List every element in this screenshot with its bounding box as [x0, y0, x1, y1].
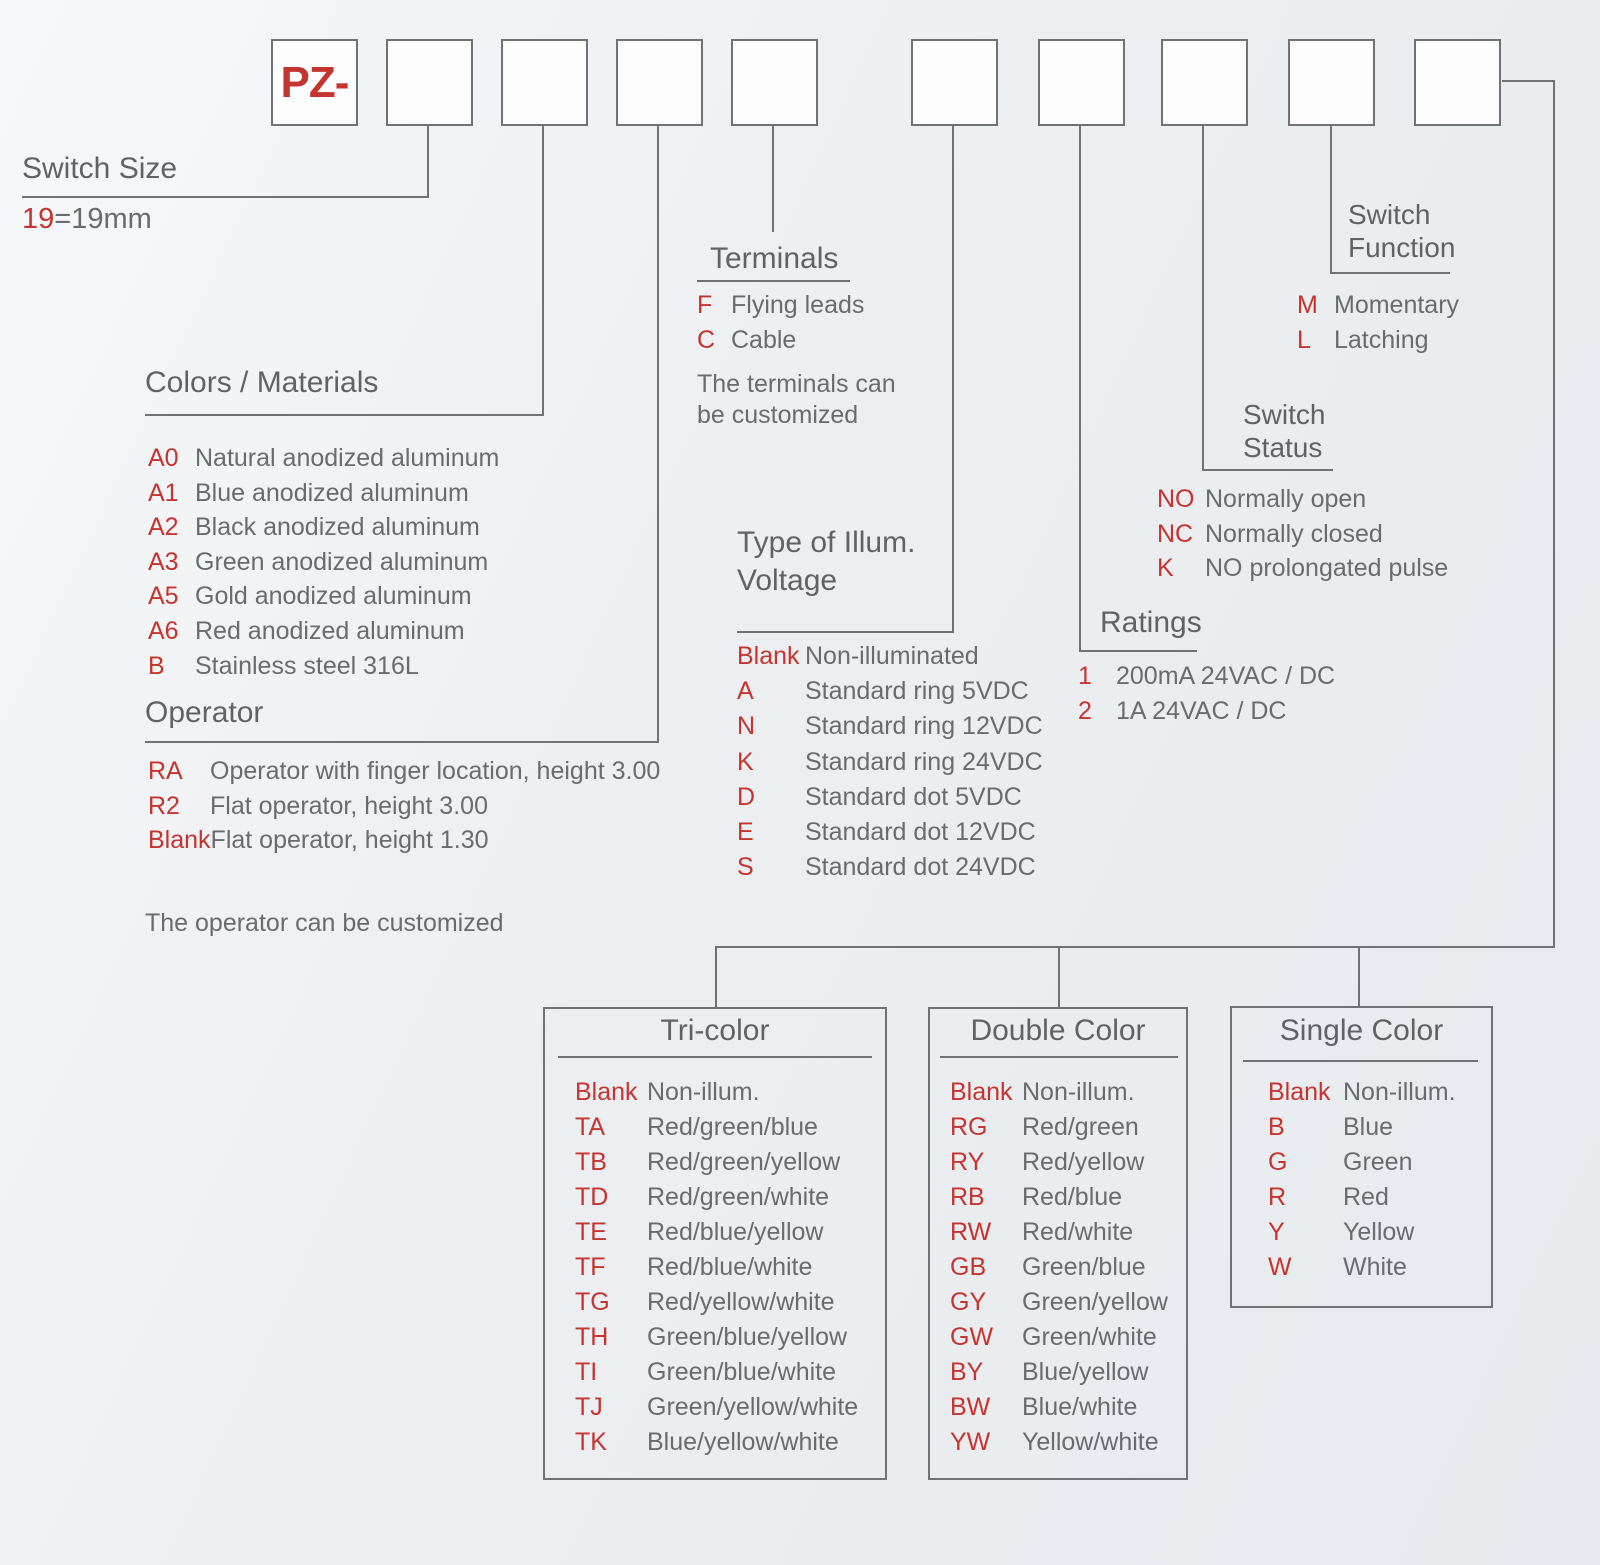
list-item: [575, 1180, 858, 1215]
list-item: [148, 510, 499, 545]
list-item: [737, 674, 1043, 709]
list-item: [575, 1320, 858, 1355]
tri-color-underline: [558, 1056, 872, 1058]
connector-illumination-h: [737, 631, 954, 633]
item-desc: Non-illum.: [1343, 1078, 1456, 1106]
item-code: TF: [575, 1253, 606, 1281]
terminals-note: [697, 369, 896, 431]
list-item: [697, 323, 864, 358]
item-code: B: [148, 651, 165, 680]
connector-terminals-stub: [772, 126, 774, 232]
list-item: [575, 1110, 858, 1145]
item-code: A: [737, 677, 754, 706]
connector-status-h: [1202, 469, 1333, 471]
list-item: [1157, 517, 1448, 552]
list-item: [575, 1075, 858, 1110]
item-desc: White: [1343, 1253, 1407, 1281]
list-item: [575, 1285, 858, 1320]
item-code: S: [737, 853, 754, 882]
item-code: K: [1157, 554, 1174, 583]
list-item: [950, 1180, 1168, 1215]
list-item: [148, 441, 499, 476]
item-desc: Red/blue: [1022, 1183, 1123, 1211]
list-item: [950, 1250, 1168, 1285]
switch-function-title: [1348, 198, 1455, 264]
tri-color-title: Tri-color: [660, 1014, 770, 1047]
connector-colors-v: [542, 126, 544, 416]
item-code: YW: [950, 1428, 991, 1456]
item-desc: Red anodized aluminum: [195, 616, 465, 645]
item-desc: Standard ring 12VDC: [805, 712, 1043, 741]
list-item: [950, 1145, 1168, 1180]
item-code: Blank: [737, 642, 800, 670]
list-item: [1268, 1180, 1456, 1215]
list-item: [737, 639, 1043, 674]
item-code: TH: [575, 1323, 609, 1351]
illumination-title-line2: Voltage: [737, 564, 838, 597]
connector-status-v: [1202, 126, 1204, 471]
switch-function-title-line2: Function: [1348, 232, 1456, 263]
item-code: A0: [148, 444, 179, 472]
list-item: [575, 1425, 858, 1460]
connector-operator-h: [145, 741, 659, 743]
item-code: Blank: [1268, 1078, 1331, 1106]
code-box-switch-size: [386, 39, 473, 126]
item-desc: Normally open: [1205, 485, 1367, 513]
connector-switch-size-v: [427, 126, 429, 198]
item-code: 2: [1078, 696, 1092, 725]
terminals-list: [697, 288, 864, 357]
list-item: [148, 545, 499, 580]
item-desc: Red/blue/white: [647, 1253, 813, 1281]
item-code: E: [737, 818, 754, 847]
item-desc: Natural anodized aluminum: [195, 444, 500, 472]
list-item: [1268, 1215, 1456, 1250]
item-code: G: [1268, 1148, 1288, 1176]
operator-note: The operator can be customized: [145, 909, 504, 937]
item-code: GY: [950, 1288, 987, 1316]
switch-size-title: Switch Size: [22, 152, 178, 185]
item-code: B: [1268, 1113, 1285, 1141]
connector-ledcolor-bottom-h: [716, 946, 1555, 948]
list-item: [148, 614, 499, 649]
item-code: RG: [950, 1113, 988, 1141]
switch-status-title: [1243, 398, 1325, 464]
item-desc: Red/green/yellow: [647, 1148, 841, 1176]
terminals-underline: [697, 280, 850, 282]
list-item: [950, 1390, 1168, 1425]
code-box-colors-materials: [501, 39, 588, 126]
ratings-list: [1078, 659, 1335, 728]
list-item: [737, 709, 1043, 744]
single-color-title: Single Color: [1279, 1014, 1444, 1047]
item-code: TJ: [575, 1393, 603, 1421]
item-desc: Non-illum.: [1022, 1078, 1135, 1106]
item-desc: Red/green/white: [647, 1183, 830, 1211]
list-item: [737, 745, 1043, 780]
single-color-underline: [1243, 1060, 1478, 1062]
item-desc: Stainless steel 316L: [195, 651, 419, 680]
terminals-note-line1: The terminals can: [697, 370, 896, 398]
item-code: L: [1297, 325, 1311, 354]
item-code: A2: [148, 513, 179, 542]
colors-materials-list: [148, 441, 499, 683]
illumination-title: [737, 524, 915, 600]
item-code: NC: [1157, 519, 1194, 548]
item-code: N: [737, 712, 756, 741]
item-desc: Standard ring 5VDC: [805, 677, 1029, 706]
connector-colors-h: [145, 414, 544, 416]
item-desc: Gold anodized aluminum: [195, 582, 472, 611]
item-code: BY: [950, 1358, 984, 1386]
list-item: [1157, 551, 1448, 586]
stub-double-color: [1058, 946, 1060, 1008]
item-code: TK: [575, 1428, 607, 1456]
item-code: R2: [148, 791, 180, 820]
item-code: TE: [575, 1218, 607, 1246]
list-item: [950, 1075, 1168, 1110]
item-code: F: [697, 291, 713, 319]
connector-function-h: [1330, 272, 1450, 274]
list-item: [148, 476, 499, 511]
list-item: [1268, 1145, 1456, 1180]
item-desc: Flat operator, height 1.30: [210, 826, 489, 855]
connector-ratings-v: [1079, 126, 1081, 652]
item-desc: Black anodized aluminum: [195, 513, 480, 542]
switch-size-value: [22, 203, 152, 236]
item-desc: Yellow: [1343, 1218, 1415, 1246]
list-item: [1268, 1075, 1456, 1110]
illumination-list: [737, 639, 1043, 885]
list-item: [575, 1215, 858, 1250]
single-color-list: [1268, 1075, 1456, 1285]
ratings-title: Ratings: [1100, 606, 1202, 639]
item-desc: Blue/yellow/white: [647, 1428, 839, 1456]
connector-illumination-v: [952, 126, 954, 633]
stub-tri-color: [715, 946, 717, 1008]
item-desc: NO prolongated pulse: [1205, 554, 1449, 583]
item-desc: Red/green/blue: [647, 1113, 818, 1141]
prefix-label: PZ-: [280, 57, 349, 107]
code-box-ratings: [1038, 39, 1125, 126]
code-box-terminals: [731, 39, 818, 126]
list-item: [148, 649, 499, 684]
connector-operator-v: [657, 126, 659, 743]
item-desc: Cable: [731, 325, 797, 354]
list-item: [950, 1215, 1168, 1250]
item-code: C: [697, 325, 716, 354]
item-desc: Green/white: [1022, 1323, 1157, 1351]
stub-single-color: [1358, 946, 1360, 1007]
item-desc: Red/white: [1022, 1218, 1134, 1246]
item-desc: Blue anodized aluminum: [195, 478, 469, 507]
item-desc: Green/blue/white: [647, 1358, 837, 1386]
item-code: TA: [575, 1113, 606, 1141]
item-code: W: [1268, 1253, 1292, 1281]
switch-function-title-line1: Switch: [1348, 199, 1431, 230]
item-desc: Momentary: [1334, 291, 1460, 319]
item-desc: Blue/yellow: [1022, 1358, 1149, 1386]
item-desc: Red/yellow/white: [647, 1288, 835, 1316]
list-item: [148, 789, 660, 824]
list-item: [1157, 482, 1448, 517]
item-code: Blank: [575, 1078, 638, 1106]
item-code: Blank: [148, 826, 211, 855]
item-code: TG: [575, 1288, 610, 1316]
item-desc: Standard ring 24VDC: [805, 747, 1043, 776]
item-code: TI: [575, 1358, 598, 1386]
code-box-switch-function: [1288, 39, 1375, 126]
double-color-underline: [940, 1056, 1178, 1058]
item-code: D: [737, 782, 756, 811]
item-code: Blank: [950, 1078, 1013, 1106]
item-desc: Red: [1343, 1183, 1389, 1211]
item-code: R: [1268, 1183, 1287, 1211]
list-item: [737, 780, 1043, 815]
double-color-list: [950, 1075, 1168, 1460]
list-item: [1078, 659, 1335, 694]
item-desc: Operator with finger location, height 3.00: [210, 757, 661, 785]
list-item: [1268, 1250, 1456, 1285]
switch-function-list: [1297, 288, 1459, 357]
switch-status-list: [1157, 482, 1448, 586]
tri-color-list: [575, 1075, 858, 1460]
colors-materials-title: Colors / Materials: [145, 366, 379, 399]
item-desc: Red/yellow: [1022, 1148, 1145, 1176]
item-code: A5: [148, 582, 179, 611]
list-item: [950, 1320, 1168, 1355]
list-item: [148, 754, 660, 789]
item-code: RW: [950, 1218, 992, 1246]
item-code: 1: [1078, 662, 1092, 690]
list-item: [575, 1145, 858, 1180]
terminals-note-line2: be customized: [697, 401, 859, 429]
connector-switch-size-h: [22, 196, 429, 198]
item-code: A3: [148, 547, 179, 576]
operator-list: [148, 754, 660, 858]
list-item: [575, 1250, 858, 1285]
list-item: [1078, 694, 1335, 729]
operator-title: Operator: [145, 696, 264, 729]
item-desc: Standard dot 5VDC: [805, 782, 1022, 811]
item-desc: Flying leads: [731, 291, 865, 319]
list-item: [575, 1390, 858, 1425]
item-code: BW: [950, 1393, 991, 1421]
item-desc: Latching: [1334, 325, 1429, 354]
item-desc: Green anodized aluminum: [195, 547, 489, 576]
prefix-box: [271, 39, 358, 126]
switch-status-title-line1: Switch: [1243, 399, 1326, 430]
switch-size-suffix: =19mm: [54, 203, 152, 235]
illumination-title-line1: Type of Illum.: [737, 526, 916, 559]
item-code: Y: [1268, 1218, 1285, 1246]
item-desc: 1A 24VAC / DC: [1116, 696, 1287, 725]
connector-function-v: [1330, 126, 1332, 274]
item-code: GW: [950, 1323, 994, 1351]
list-item: [148, 823, 660, 858]
item-code: NO: [1157, 485, 1195, 513]
list-item: [950, 1425, 1168, 1460]
item-desc: Flat operator, height 3.00: [210, 791, 488, 820]
item-desc: 200mA 24VAC / DC: [1116, 662, 1336, 690]
list-item: [1268, 1110, 1456, 1145]
item-code: TB: [575, 1148, 607, 1176]
item-code: A1: [148, 478, 179, 507]
connector-ledcolor-top-h: [1502, 80, 1555, 82]
list-item: [950, 1110, 1168, 1145]
list-item: [950, 1285, 1168, 1320]
code-box-led-color: [1414, 39, 1501, 126]
connector-ratings-h: [1079, 650, 1197, 652]
connector-ledcolor-right-v: [1553, 80, 1555, 948]
code-box-switch-status: [1161, 39, 1248, 126]
switch-status-title-line2: Status: [1243, 432, 1323, 463]
list-item: [737, 815, 1043, 850]
item-desc: Red/blue/yellow: [647, 1218, 824, 1246]
item-desc: Green/yellow: [1022, 1288, 1168, 1316]
item-desc: Normally closed: [1205, 519, 1383, 548]
item-code: A6: [148, 616, 179, 645]
list-item: [575, 1355, 858, 1390]
item-code: M: [1297, 291, 1318, 319]
item-desc: Standard dot 12VDC: [805, 818, 1036, 847]
list-item: [737, 850, 1043, 885]
item-code: GB: [950, 1253, 987, 1281]
item-code: RY: [950, 1148, 985, 1176]
list-item: [697, 288, 864, 323]
item-desc: Green: [1343, 1148, 1413, 1176]
list-item: [950, 1355, 1168, 1390]
item-code: K: [737, 747, 754, 776]
switch-size-code: 19: [22, 203, 55, 235]
item-desc: Non-illum.: [647, 1078, 760, 1106]
list-item: [148, 579, 499, 614]
item-desc: Red/green: [1022, 1113, 1139, 1141]
item-desc: Blue/white: [1022, 1393, 1138, 1421]
item-desc: Yellow/white: [1022, 1428, 1159, 1456]
item-desc: Blue: [1343, 1113, 1394, 1141]
list-item: [1297, 288, 1459, 323]
code-box-illumination: [911, 39, 998, 126]
list-item: [1297, 323, 1459, 358]
item-desc: Standard dot 24VDC: [805, 853, 1036, 882]
item-desc: Green/yellow/white: [647, 1393, 859, 1421]
code-box-operator: [616, 39, 703, 126]
terminals-title: Terminals: [710, 242, 839, 275]
item-desc: Green/blue: [1022, 1253, 1146, 1281]
item-code: RB: [950, 1183, 985, 1211]
item-desc: Non-illuminated: [805, 642, 979, 670]
item-code: RA: [148, 757, 183, 785]
item-code: TD: [575, 1183, 609, 1211]
double-color-title: Double Color: [970, 1014, 1146, 1047]
item-desc: Green/blue/yellow: [647, 1323, 848, 1351]
